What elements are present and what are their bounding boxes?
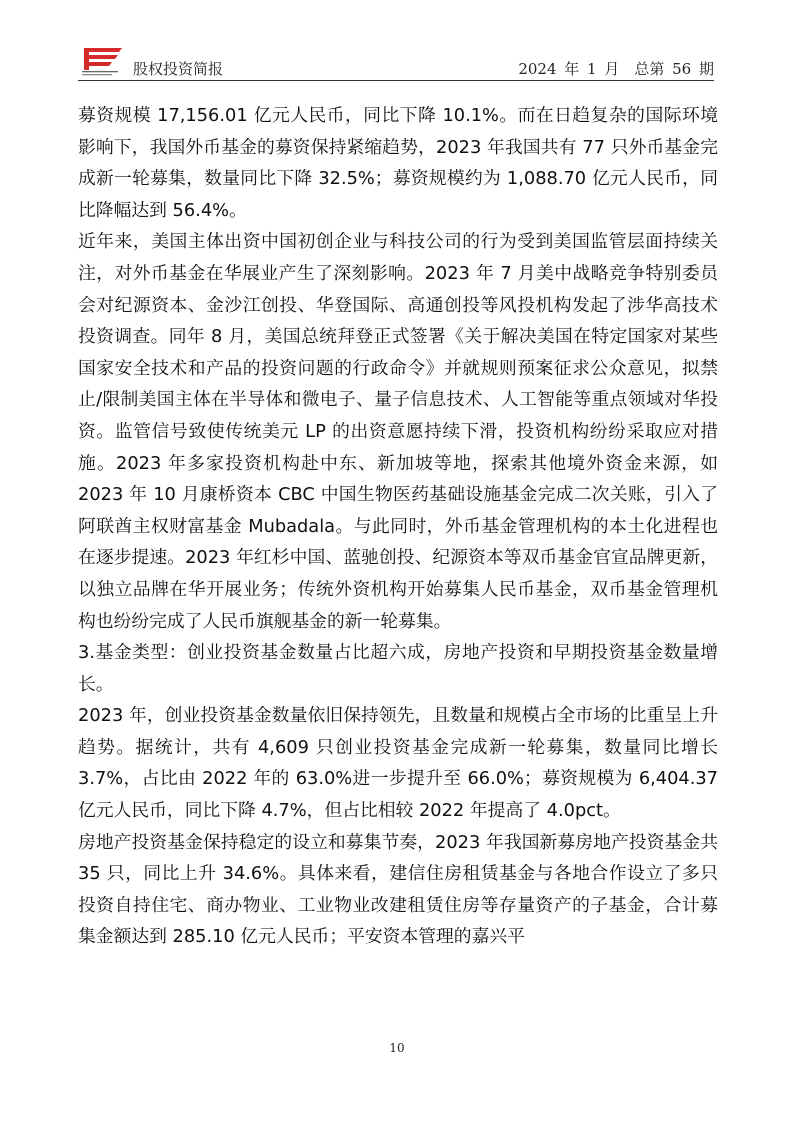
amac-logo-icon bbox=[78, 46, 126, 78]
issue-info: 2024 年 1 月 总第 56 期 bbox=[518, 60, 714, 78]
paragraph: 募资规模 17,156.01 亿元人民币，同比下降 10.1%。而在日趋复杂的国际环境影响下，我国外币基金的募资保持紧缩趋势，2023 年我国共有 77 只外币基金完成新一轮募集，数量同比下降 32.5%；募资规模约为 1,088.70 亿元人民币，同比降幅达到 56.4%。 bbox=[78, 105, 718, 221]
page-number: 10 bbox=[389, 1041, 405, 1055]
publication-name: 股权投资简报 bbox=[133, 60, 224, 78]
section-heading: 3.基金类型：创业投资基金数量占比超六成，房地产投资和早期投资基金数量增长。 bbox=[78, 642, 718, 695]
article-body bbox=[78, 100, 718, 953]
paragraph: 近年来，美国主体出资中国初创企业与科技公司的行为受到美国监管层面持续关注，对外币基金在华展业产生了深刻影响。2023 年 7 月美中战略竞争特别委员会对纪源资本、金沙江创投、华登国际、高通创投等风投机构发起了涉华高技术投资调查。同年 8 月，美国总统拜登正式签署《关于解决美国在特定国家对某些国家安全技术和产品的投资问题的行政命令》并就规则预案征求公众意见，拟禁止/限制美国主体在半导体和微电子、量子信息技术、人工智能等重点领域对华投资。监管信号致使传统美元 LP 的出资意愿持续下滑，投资机构纷纷采取应对措施。2023 年多家投资机构赴中东、新加坡等地，探索其他境外资金来源，如 2023 年 10 月康桥资本 CBC 中国生物医药基础设施基金完成二次关账，引入了阿联酋主权财富基金 Mubadala。与此同时，外币基金管理机构的本土化进程也在逐步提速。2023 年红杉中国、蓝驰创投、纪源资本等双币基金官宣品牌更新，以独立品牌在华开展业务；传统外资机构开始募集人民币基金，双币基金管理机构也纷纷完成了人民币旗舰基金的新一轮募集。 bbox=[78, 231, 718, 632]
paragraph: 2023 年，创业投资基金数量依旧保持领先，且数量和规模占全市场的比重呈上升趋势。据统计，共有 4,609 只创业投资基金完成新一轮募集，数量同比增长 3.7%，占比由 2022 年的 63.0%进一步提升至 66.0%；募资规模为 6,404.37 亿元人民币，同比下降 4.7%，但占比相较 2022 年提高了 4.0pct。 bbox=[78, 705, 718, 822]
paragraph: 房地产投资基金保持稳定的设立和募集节奏，2023 年我国新募房地产投资基金共 35 只，同比上升 34.6%。具体来看，建信住房租赁基金与各地合作设立了多只投资自持住宅、商办物业、工业物业改建租赁住房等存量资产的子基金，合计募集金额达到 285.10 亿元人民币；平安资本管理的嘉兴平 bbox=[78, 831, 718, 948]
page-header bbox=[78, 46, 714, 81]
